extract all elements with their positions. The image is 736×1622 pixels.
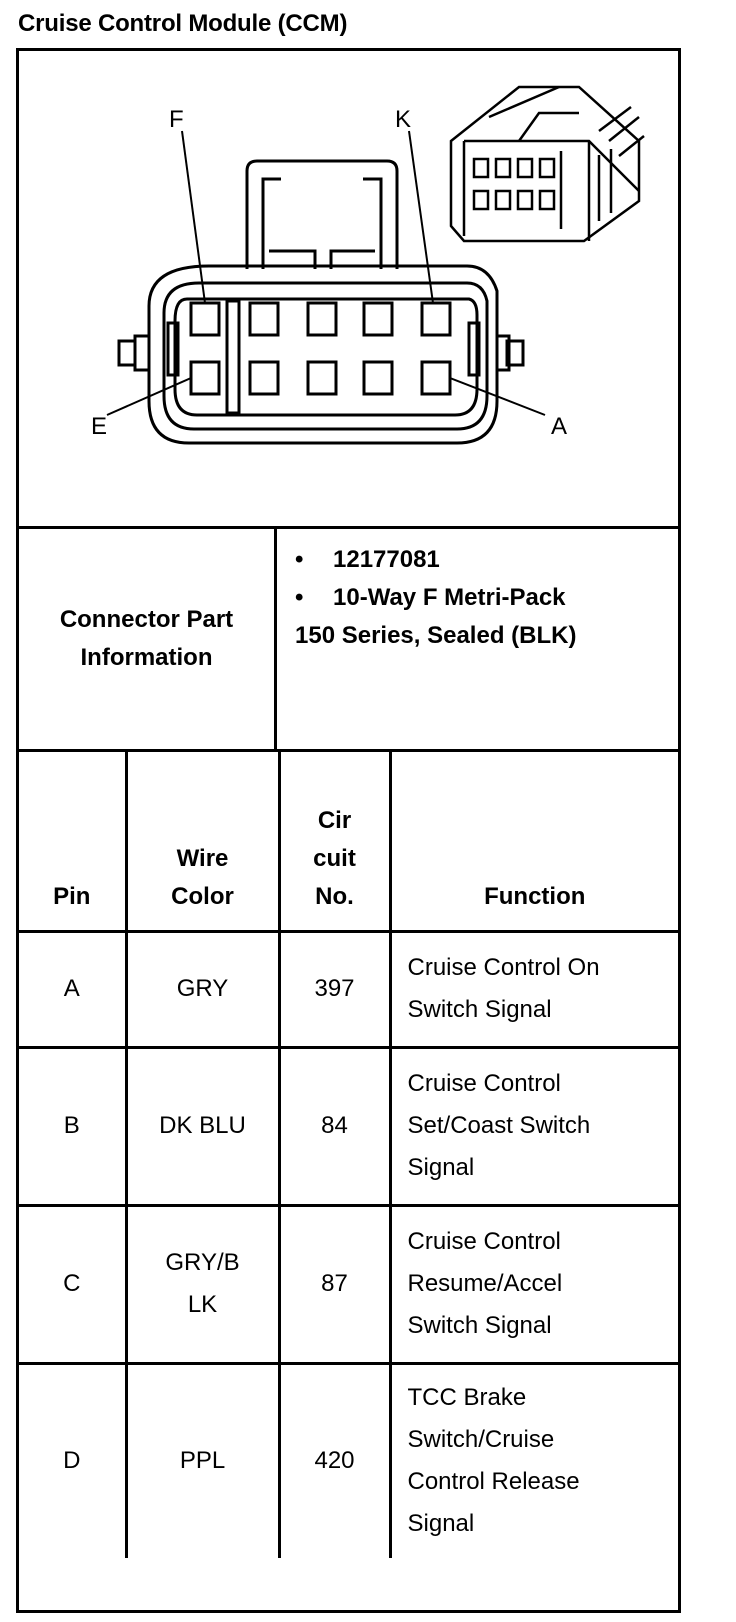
wire-color-cell: GRY/B LK: [126, 1205, 279, 1363]
wire-color-cell: GRY: [126, 931, 279, 1047]
function-cell: Cruise Control Set/Coast Switch Signal: [390, 1047, 678, 1205]
header-pin: Pin: [19, 752, 126, 931]
pin-cell: C: [19, 1205, 126, 1363]
pin-label-f: F: [169, 106, 184, 133]
function-cell: Cruise Control On Switch Signal: [390, 931, 678, 1047]
pin-label-k: K: [395, 106, 412, 133]
table-row: [19, 931, 678, 1047]
header-circuit-no: Cir cuit No.: [279, 752, 390, 931]
table-row: [19, 1205, 678, 1363]
function-cell: Cruise Control Resume/Accel Switch Signal: [390, 1205, 678, 1363]
pin-label-a: A: [551, 413, 568, 440]
table-row: [19, 1363, 678, 1558]
wire-color-cell: PPL: [126, 1363, 279, 1558]
series-line: 150 Series, Sealed (BLK): [295, 622, 577, 649]
page-title: Cruise Control Module (CCM): [18, 10, 348, 37]
connector-part-info-values: [295, 541, 576, 655]
part-number-line: • 12177081: [295, 541, 576, 579]
circuit-cell: 420: [279, 1363, 390, 1558]
pin-cell: D: [19, 1363, 126, 1558]
circuit-cell: 84: [279, 1047, 390, 1205]
connector-document: [16, 48, 681, 1613]
connector-type-line: • 10-Way F Metri-Pack: [295, 579, 576, 617]
header-wire-color: Wire Color: [126, 752, 279, 931]
connector-part-info: [19, 529, 678, 752]
bullet-icon: •: [295, 584, 304, 611]
connector-face-drawing: [19, 51, 678, 527]
pin-cell: B: [19, 1047, 126, 1205]
function-cell: TCC Brake Switch/Cruise Control Release Signal: [390, 1363, 678, 1558]
wire-color-cell: DK BLU: [126, 1047, 279, 1205]
pin-cell: A: [19, 931, 126, 1047]
circuit-cell: 397: [279, 931, 390, 1047]
header-function: Function: [390, 752, 678, 931]
pin-label-e: E: [91, 413, 108, 440]
connector-diagram: [19, 51, 678, 529]
pinout-table: [19, 752, 678, 1558]
table-row: [19, 1047, 678, 1205]
circuit-cell: 87: [279, 1205, 390, 1363]
bullet-icon: •: [295, 546, 304, 573]
connector-part-info-label: Connector Part Information: [19, 529, 277, 749]
